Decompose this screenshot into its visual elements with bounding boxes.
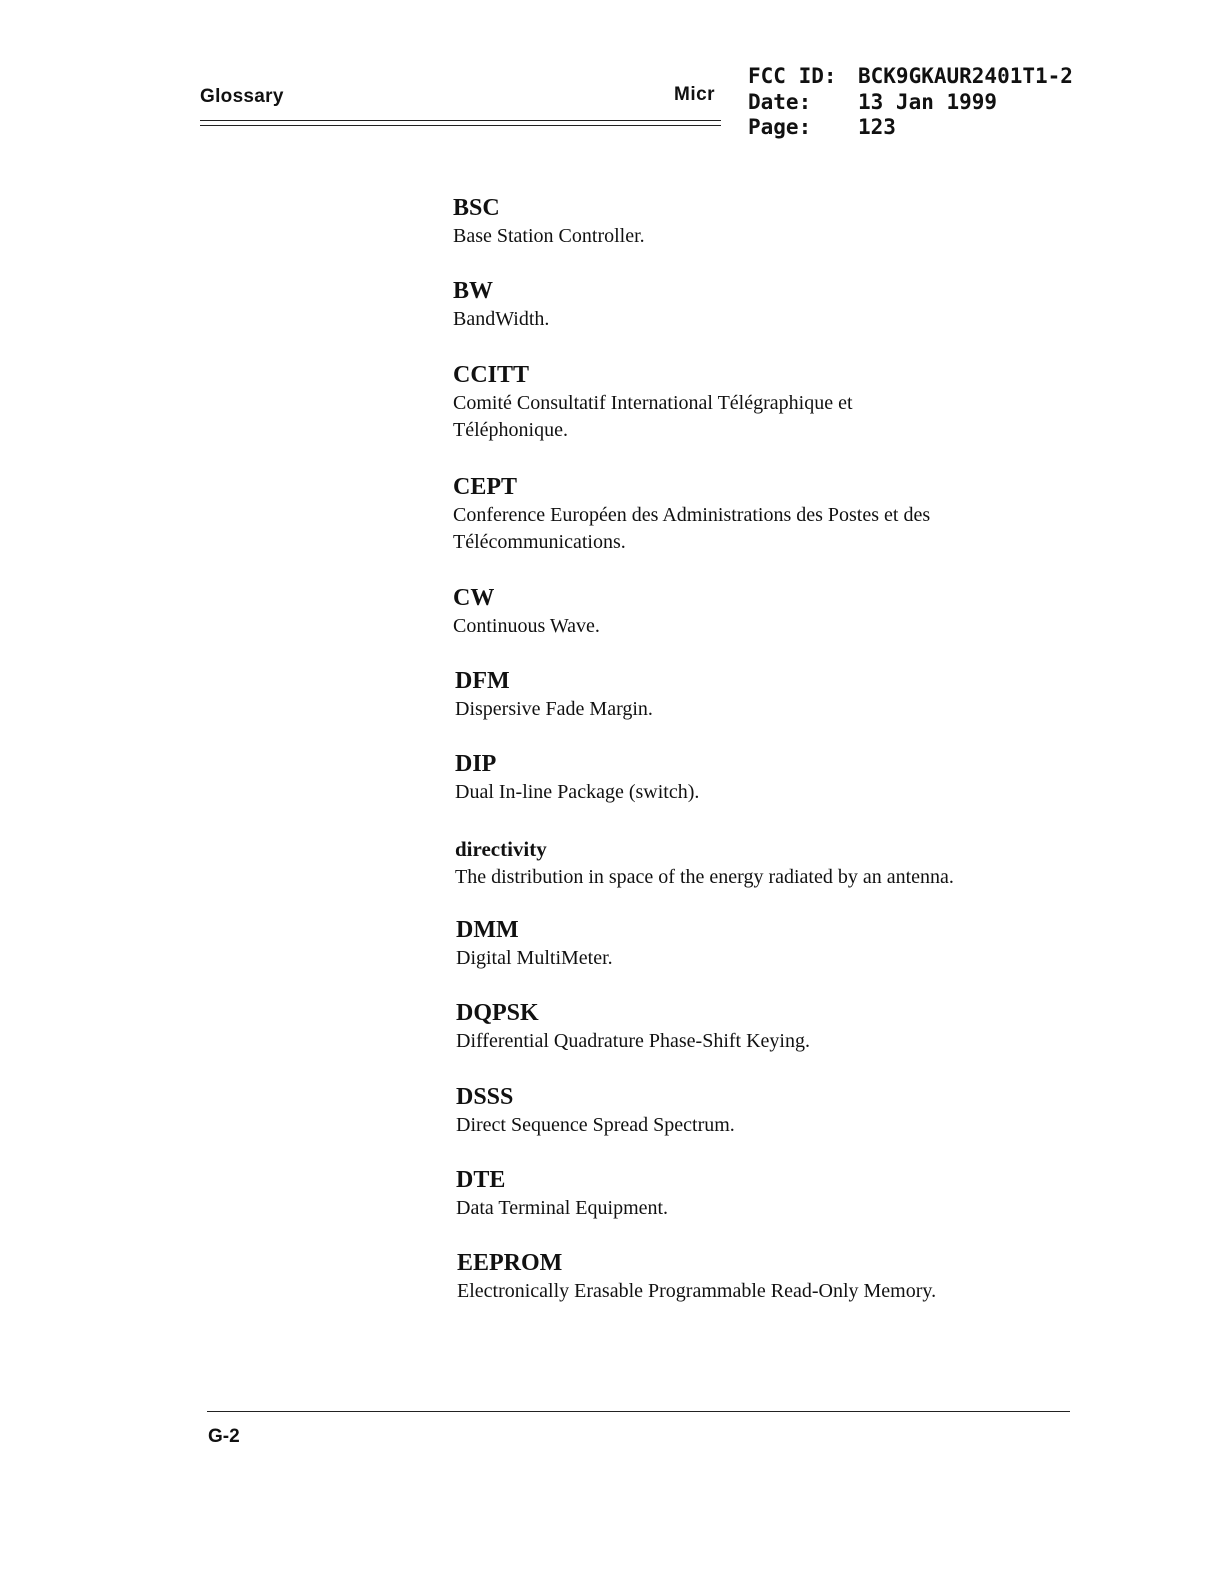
glossary-term: DFM <box>455 668 510 694</box>
glossary-term: DTE <box>456 1167 506 1193</box>
glossary-entry-eeprom <box>457 1248 936 1305</box>
page-value: 123 <box>858 115 896 139</box>
date-value: 13 Jan 1999 <box>858 90 998 114</box>
date-row <box>748 88 1073 116</box>
glossary-definition: Data Terminal Equipment. <box>456 1197 669 1219</box>
glossary-term: directivity <box>455 837 547 861</box>
glossary-entry-ccitt <box>453 360 853 444</box>
glossary-definition: Direct Sequence Spread Spectrum. <box>456 1114 735 1136</box>
fcc-id-label: FCC ID: <box>748 64 837 88</box>
glossary-term: DQPSK <box>456 1000 539 1026</box>
glossary-term: DMM <box>456 917 519 943</box>
glossary-definition: Digital MultiMeter. <box>456 947 613 969</box>
glossary-entry-bw <box>453 276 549 333</box>
glossary-definition: Electronically Erasable Programmable Read-Only Memory. <box>457 1280 937 1302</box>
glossary-definition: The distribution in space of the energy radiated by an antenna. <box>455 866 954 888</box>
section-title: Glossary <box>200 86 284 107</box>
glossary-definition: Continuous Wave. <box>453 615 600 637</box>
fcc-id-value: BCK9GKAUR2401T1-2 <box>858 64 1073 88</box>
glossary-entry-cw <box>453 583 600 640</box>
glossary-entry-dfm <box>455 666 653 723</box>
header-rule-bottom <box>200 125 721 126</box>
glossary-definition: Comité Consultatif International Télégraphique et Téléphonique. <box>453 392 853 441</box>
glossary-definition: Dispersive Fade Margin. <box>455 698 653 720</box>
glossary-term: BW <box>453 278 494 304</box>
glossary-term: CCITT <box>453 362 530 388</box>
company-name-fragment: Micr <box>674 84 716 105</box>
glossary-entry-directivity <box>455 834 954 891</box>
page-number: G-2 <box>208 1426 240 1447</box>
fcc-stamp <box>748 62 1073 141</box>
glossary-entry-dmm <box>456 915 613 972</box>
glossary-entry-dip <box>455 749 699 806</box>
fcc-id-row <box>748 62 1073 90</box>
glossary-entry-bsc <box>453 193 645 250</box>
page-label: Page: <box>748 115 812 139</box>
glossary-definition: Conference Européen des Administrations des Postes et des Télécommunications. <box>453 504 931 553</box>
date-label: Date: <box>748 90 812 114</box>
footer-rule <box>207 1411 1070 1412</box>
glossary-term: EEPROM <box>457 1250 563 1276</box>
glossary-entry-cept <box>453 472 930 556</box>
glossary-definition: Dual In-line Package (switch). <box>455 781 700 803</box>
glossary-entry-dte <box>456 1165 668 1222</box>
glossary-definition: Base Station Controller. <box>453 225 645 247</box>
glossary-entry-dqpsk <box>456 998 810 1055</box>
glossary-term: CW <box>453 585 495 611</box>
page-row <box>748 113 1073 141</box>
glossary-entry-dsss <box>456 1082 735 1139</box>
glossary-term: DSSS <box>456 1084 514 1110</box>
glossary-term: BSC <box>453 195 500 221</box>
header-rule-top <box>200 120 721 121</box>
glossary-definition: BandWidth. <box>453 308 550 330</box>
glossary-definition: Differential Quadrature Phase-Shift Keying. <box>456 1030 810 1052</box>
glossary-term: DIP <box>455 751 497 777</box>
glossary-term: CEPT <box>453 474 518 500</box>
